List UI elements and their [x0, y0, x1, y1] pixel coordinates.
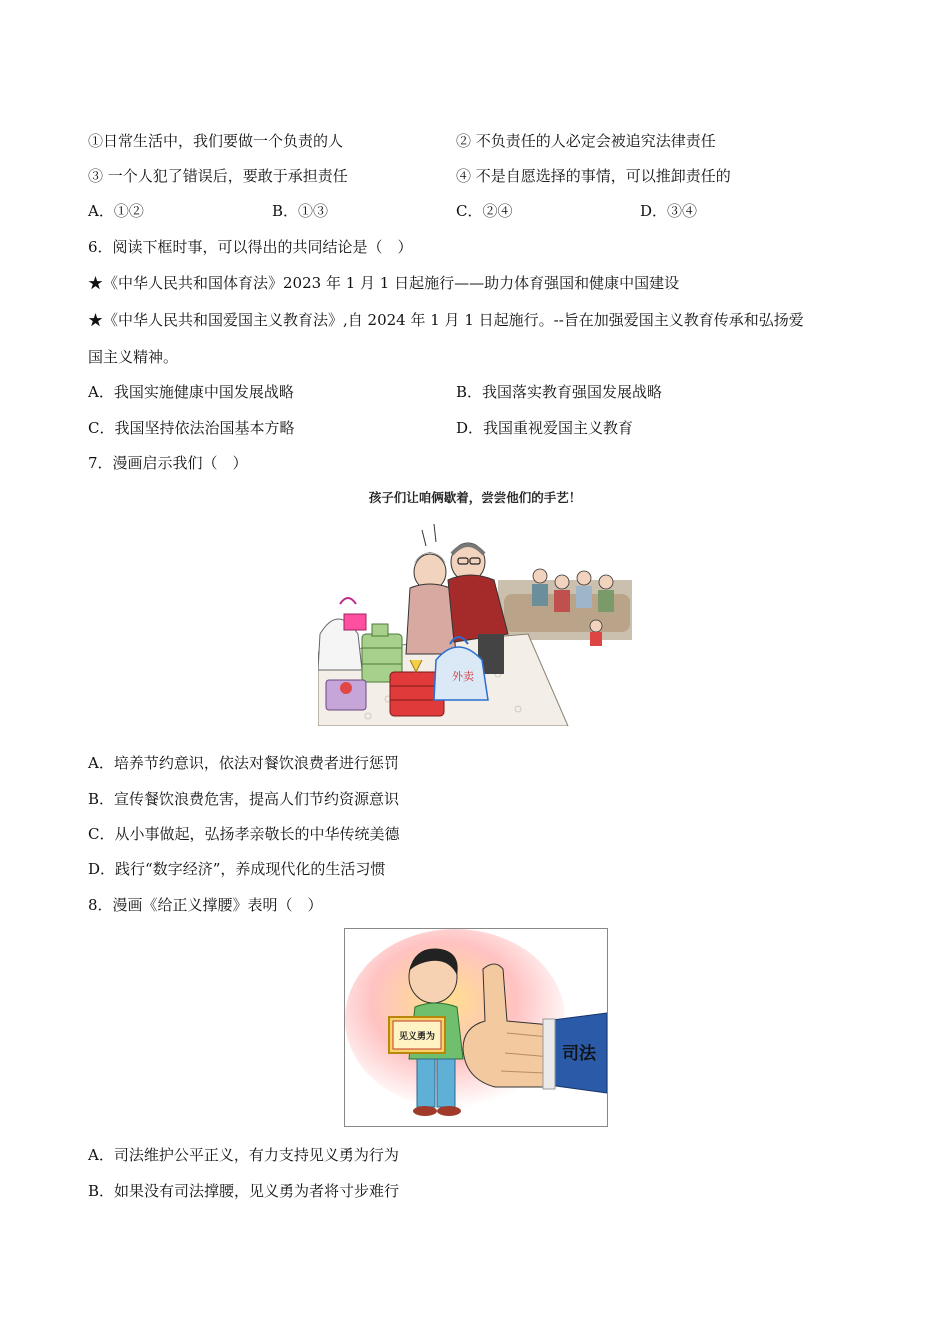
q7-option-b[interactable]: B．宣传餐饮浪费危害，提高人们节约资源意识 [88, 790, 400, 808]
q5-statement-4: ④ 不是自愿选择的事情，可以推卸责任的 [456, 167, 731, 185]
q6-option-c[interactable]: C．我国坚持依法治国基本方略 [88, 419, 295, 437]
q6-news-1: ★《中华人民共和国体育法》2023 年 1 月 1 日起施行——助力体育强国和健康中国建设 [88, 274, 680, 292]
q7-cartoon-drawing [318, 484, 632, 726]
q7-option-a[interactable]: A．培养节约意识，依法对餐饮浪费者进行惩罚 [88, 754, 399, 772]
q5-option-a[interactable]: A．①② [88, 202, 144, 220]
q8-sleeve-text: 司法 [562, 1044, 596, 1064]
q5-statement-3: ③ 一个人犯了错误后，要敢于承担责任 [88, 167, 348, 185]
q8-cartoon-image [344, 928, 608, 1127]
q6-option-a[interactable]: A．我国实施健康中国发展战略 [88, 383, 294, 401]
q6-option-b[interactable]: B．我国落实教育强国发展战略 [456, 383, 663, 401]
q5-statement-2: ② 不负责任的人必定会被追究法律责任 [456, 132, 716, 150]
q7-cartoon-caption: 孩子们让咱俩歇着，尝尝他们的手艺！ [368, 490, 582, 505]
q6-news-2-line-1: ★《中华人民共和国爱国主义教育法》,自 2024 年 1 月 1 日起施行。--旨在加强爱国主义教育传承和弘扬爱 [88, 311, 804, 329]
q7-question: 7．漫画启示我们（ ） [88, 454, 248, 472]
q8-certificate-text: 见义勇为 [398, 1032, 436, 1042]
q6-question: 6．阅读下框时事，可以得出的共同结论是（ ） [88, 238, 413, 256]
q5-option-d[interactable]: D．③④ [640, 202, 698, 220]
q6-option-d[interactable]: D．我国重视爱国主义教育 [456, 419, 634, 437]
q7-bag-label: 外卖 [452, 670, 474, 683]
q8-question: 8．漫画《给正义撑腰》表明（ ） [88, 896, 323, 914]
q5-option-c[interactable]: C．②④ [456, 202, 513, 220]
q8-cartoon-drawing [345, 929, 607, 1126]
q5-option-b[interactable]: B．①③ [272, 202, 329, 220]
q8-option-b[interactable]: B．如果没有司法撑腰，见义勇为者将寸步难行 [88, 1182, 400, 1200]
q8-option-a[interactable]: A．司法维护公平正义，有力支持见义勇为行为 [88, 1146, 399, 1164]
q7-option-c[interactable]: C．从小事做起，弘扬孝亲敬长的中华传统美德 [88, 825, 400, 843]
q5-statement-1: ①日常生活中，我们要做一个负责的人 [88, 132, 344, 150]
q6-news-2-line-2: 国主义精神。 [88, 348, 179, 366]
q7-option-d[interactable]: D．践行“数字经济”，养成现代化的生活习惯 [88, 860, 386, 878]
q7-cartoon-image [318, 484, 632, 726]
